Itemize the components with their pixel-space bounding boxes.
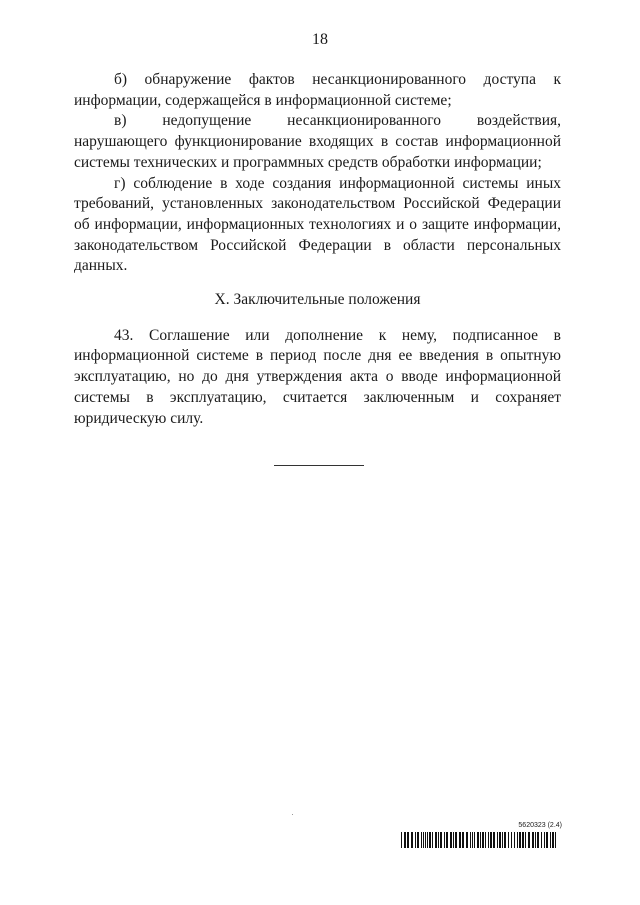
section-title: X. Заключительные положения xyxy=(214,291,421,309)
paragraph-g: г) соблюдение в ходе создания информационной системы иных требований, установленных законодательством Российской Федерации об информации, информационных технологиях и о защите информации, законодательством Российской Федерации в области персональных данных. xyxy=(74,174,561,275)
closing-rule xyxy=(274,465,364,466)
document-stamp xyxy=(400,822,562,848)
paragraph-v: в) недопущение несанкционированного воздействия, нарушающего функционирование входящих в состав информационной системы технических и программных средств обработки информации; xyxy=(74,112,561,171)
barcode-icon xyxy=(400,832,560,848)
paragraph-43: 43. Соглашение или дополнение к нему, подписанное в информационной системе в период после дня ее введения в опытную эксплуатацию, но до дня утверждения акта о вводе информационной системы в эксплуатацию, считается заключенным и сохраняет юридическую силу. xyxy=(74,326,561,427)
scan-speck xyxy=(292,814,293,815)
paragraph-b: б) обнаружение фактов несанкционированного доступа к информации, содержащейся в информационной системе; xyxy=(74,71,561,109)
document-code: 5620323 (2.4) xyxy=(518,822,562,829)
document-body xyxy=(74,70,561,429)
page-number: 18 xyxy=(312,31,328,48)
